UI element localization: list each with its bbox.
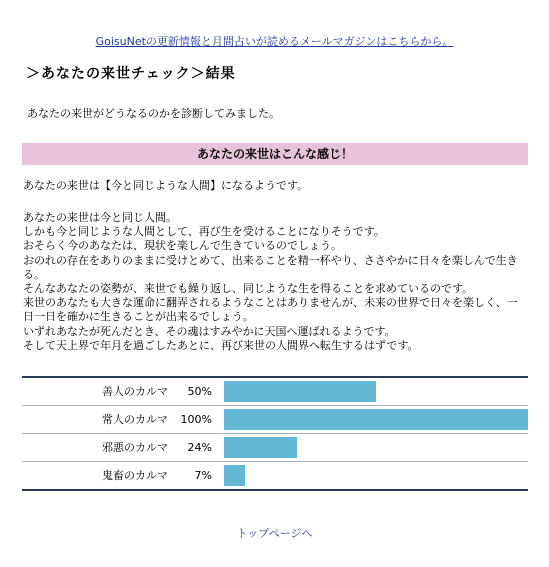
karma-row-evil	[22, 434, 528, 462]
description-line: おそらく今のあなたは、現状を楽しんで生きているのでしょう。	[23, 239, 342, 253]
description-line: おのれの存在をありのままに受けとめて、出来ることを精一杯やり、ささやかに日々を楽しんで生きる。	[23, 253, 518, 281]
section-header: あなたの来世はこんな感じ！	[22, 143, 528, 165]
karma-table	[22, 376, 528, 491]
description-line: そんなあなたの姿勢が、来世でも繰り返し、同じような生を得ることを求めているのです。	[23, 282, 474, 296]
karma-percent: 24%	[187, 440, 212, 454]
karma-track	[218, 465, 528, 486]
karma-bar	[224, 381, 376, 402]
karma-row-brute	[22, 462, 528, 489]
karma-track	[218, 409, 528, 430]
karma-percent: 100%	[180, 412, 212, 426]
karma-label: 鬼畜のカルマ	[102, 468, 168, 482]
karma-label: 邪悪のカルマ	[102, 440, 168, 454]
karma-percent: 50%	[187, 384, 212, 398]
description-line: そして天上界で年月を過ごしたあとに、再び来世の人間界へ転生するはずです。	[23, 338, 419, 352]
result-summary: あなたの来世は【今と同じような人間】になるようです。	[23, 179, 309, 192]
karma-track	[218, 381, 528, 402]
page-title: ＞あなたの来世チェック＞結果	[26, 66, 236, 82]
karma-row-good	[22, 378, 528, 406]
intro-text: あなたの来世がどうなるのかを診断してみました。	[27, 107, 280, 120]
karma-row-ordinary	[22, 406, 528, 434]
karma-label: 善人のカルマ	[102, 384, 168, 398]
description-line: しかも今と同じような人間として、再び生を受けることになりそうです。	[23, 225, 385, 239]
karma-bar	[224, 437, 297, 458]
description-line: あなたの来世は今と同じ人間。	[23, 211, 177, 224]
karma-track	[218, 437, 528, 458]
description-line: 来世のあなたも大きな運命に翻弄されるようなことはありませんが、未来の世界で日々を楽しく、一日一日を確かに生きることが出来るでしょう。	[23, 296, 518, 324]
karma-label: 常人のカルマ	[102, 412, 168, 426]
karma-percent: 7%	[194, 468, 212, 482]
description-line: いずれあなたが死んだとき、その魂はすみやかに天国へ運ばれるようです。	[23, 324, 396, 338]
karma-bar	[224, 409, 528, 430]
mail-magazine-link[interactable]: GoisuNetの更新情報と月間占いが読めるメールマガジンはこちらから。	[95, 35, 454, 48]
result-description	[23, 211, 528, 353]
karma-bar	[224, 465, 245, 486]
top-page-link[interactable]: トップページへ	[236, 527, 313, 540]
